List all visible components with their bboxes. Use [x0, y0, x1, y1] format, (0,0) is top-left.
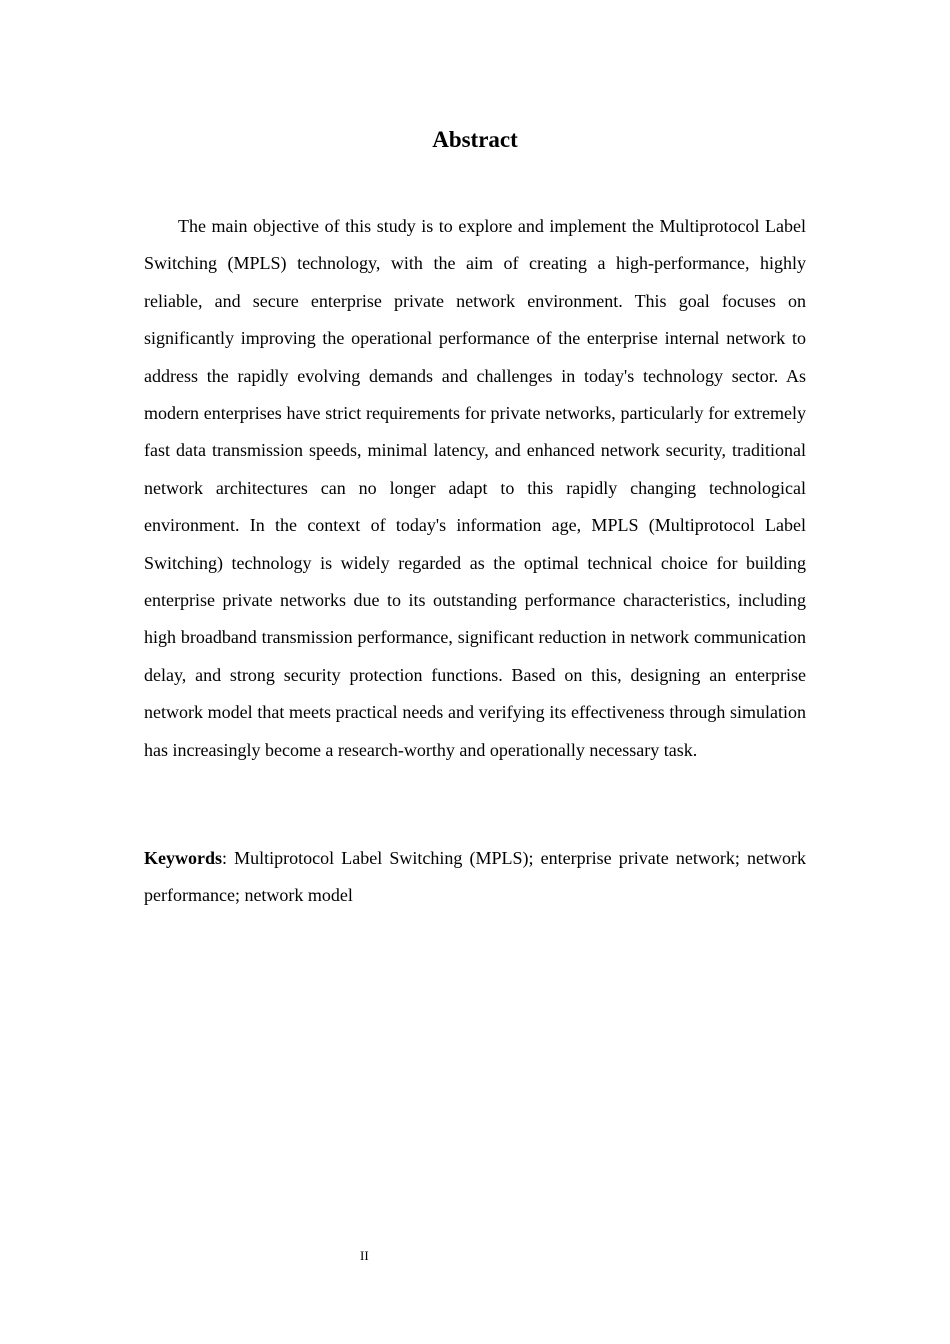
- keywords-paragraph: [144, 840, 806, 915]
- keywords-label: Keywords: [144, 848, 222, 868]
- page-number: II: [360, 1248, 369, 1263]
- keywords-separator: :: [222, 848, 235, 868]
- page-title: Abstract: [432, 127, 518, 152]
- abstract-paragraph: The main objective of this study is to explore and implement the Multiprotocol Label Switching (MPLS) technology, with the aim of creating a high-performance, highly reliable, and secure enterprise private network environment. This goal focuses on significantly improving the operational performance of the enterprise internal network to address the rapidly evolving demands and challenges in today's technology sector. As modern enterprises have strict requirements for private networks, particularly for extremely fast data transmission speeds, minimal latency, and enhanced network security, traditional network architectures can no longer adapt to this rapidly changing technological environment. In the context of today's information age, MPLS (Multiprotocol Label Switching) technology is widely regarded as the optimal technical choice for building enterprise private networks due to its outstanding performance characteristics, including high broadband transmission performance, significant reduction in network communication delay, and strong security protection functions. Based on this, designing an enterprise network model that meets practical needs and verifying its effectiveness through simulation has increasingly become a research-worthy and operationally necessary task.: [144, 216, 806, 760]
- keywords-list: Multiprotocol Label Switching (MPLS); enterprise private network; network performance; network model: [144, 848, 806, 906]
